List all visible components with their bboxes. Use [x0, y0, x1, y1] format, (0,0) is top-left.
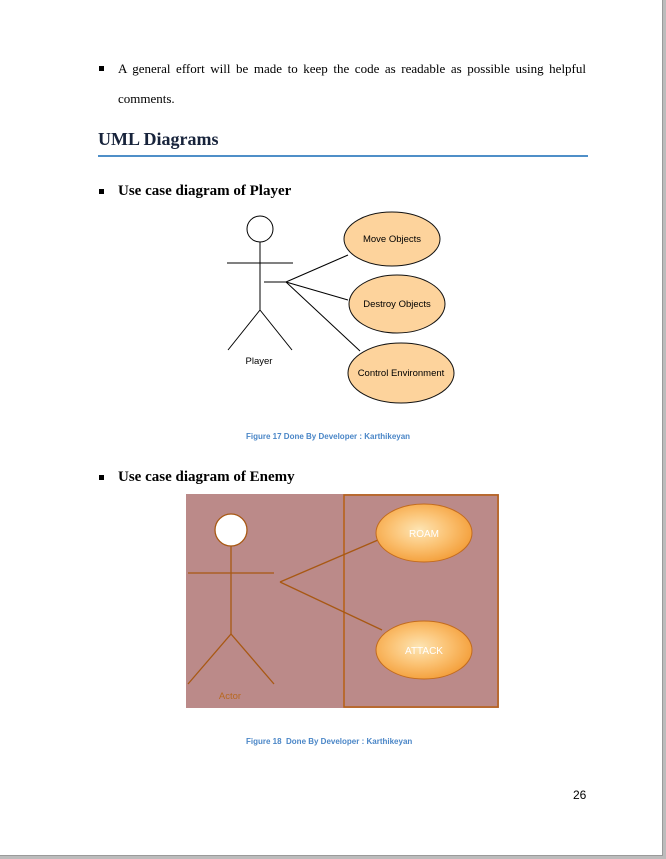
use-case-label: Destroy Objects [363, 299, 431, 310]
association-line [286, 255, 348, 282]
use-case-label: ROAM [409, 529, 439, 540]
figure-caption-17: Figure 17 Done By Developer : Karthikeyan [246, 432, 411, 441]
use-case-diagram-player [220, 205, 460, 410]
actor-label: Actor [218, 691, 242, 702]
bullet-heading-enemy: Use case diagram of Enemy [118, 469, 295, 485]
bullet-marker [99, 475, 104, 480]
use-case-label: Move Objects [362, 234, 422, 245]
actor-label: Player [245, 356, 273, 367]
actor-head [247, 216, 273, 242]
section-heading: UML Diagrams [98, 129, 219, 149]
bullet-marker [99, 66, 104, 71]
bullet-heading-player: Use case diagram of Player [118, 183, 292, 199]
figure-caption-18: Figure 18 Done By Developer : Karthikeyan [246, 737, 413, 746]
bullet-marker [99, 189, 104, 194]
actor-right-leg [260, 310, 292, 350]
body-paragraph-line2: comments. [118, 91, 175, 106]
actor-head [215, 514, 247, 546]
use-case-label: ATTACK [405, 646, 443, 657]
page-number: 26 [573, 788, 587, 802]
heading-underline [98, 155, 588, 157]
actor-left-leg [228, 310, 260, 350]
use-case-diagram-enemy [186, 494, 499, 708]
body-paragraph-line1: A general effort will be made to keep the code as readable as possible using helpful [118, 61, 586, 76]
use-case-label: Control Environment [357, 368, 445, 379]
